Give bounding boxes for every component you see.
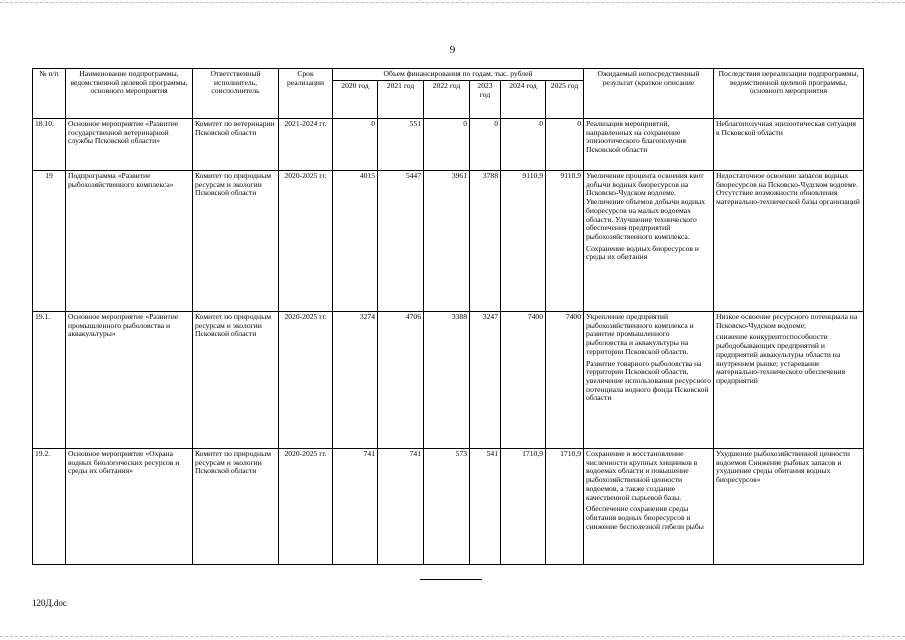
- consequences-paragraph: снижение конкурентоспособности рыбодобывающих предприятий и предприятий аквакультуры области на внутреннем рынке; устаревание материально-технического обеспечения предприятий: [716, 332, 846, 386]
- result-paragraph: Укрепление предприятий рыбохозяйственного комплекса и развитие промышленного рыболовства и аквакультуры на территории Псковской области.: [586, 312, 694, 356]
- row-result: [584, 171, 714, 312]
- header-name: Наименование подпрограммы, ведомственной целевой программы, основного мероприятия: [66, 69, 193, 119]
- row-value: 551: [378, 119, 424, 171]
- row-value: 3961: [424, 171, 470, 312]
- table-row: [33, 171, 864, 312]
- result-paragraph: Реализация мероприятий, направленных на сохранение эпизоотического благополучия Псковской области: [586, 119, 686, 155]
- row-value: 5447: [378, 171, 424, 312]
- row-value: 3788: [470, 171, 501, 312]
- row-result: [584, 449, 714, 565]
- row-num: 18.10.: [33, 119, 66, 171]
- header-term: Срок реализации: [279, 69, 333, 119]
- row-executor: Комитет по природным ресурсам и экологии Псковской области: [193, 312, 279, 449]
- row-term: 2020-2025 гг.: [279, 312, 333, 449]
- scan-top-edge: [0, 2, 905, 3]
- row-name: Основное мероприятие «Развитие промышленного рыболовства и аквакультуры»: [66, 312, 193, 449]
- header-num: № п/п: [33, 69, 66, 119]
- header-year: 2023 год: [470, 81, 501, 119]
- row-executor: Комитет по ветеринарии Псковской области: [193, 119, 279, 171]
- row-value: 3274: [333, 312, 378, 449]
- row-value: 0: [501, 119, 546, 171]
- row-name: Основное мероприятие «Охрана водных биологических ресурсов и среды их обитания»: [66, 449, 193, 565]
- row-consequences: [714, 171, 864, 312]
- header-executor: Ответственный исполнитель, соисполнитель: [193, 69, 279, 119]
- result-paragraph: Обеспечение сохранения среды обитания водных биоресурсов и снижение бесполезной гибели рыбы: [586, 504, 704, 531]
- result-paragraph: Развитие товарного рыболовства на территории Псковской области, увеличение использования ресурсного потенциала водного фонда Псковской области: [586, 358, 711, 403]
- table-row: [33, 119, 864, 171]
- consequences-paragraph: Ухудшение рыбохозяйственной ценности водоемов Снижение рыбных запасов и ухудшение среды обитания водных биоресурсов»: [716, 449, 850, 485]
- header-year: 2022 год: [424, 81, 470, 119]
- row-num: 19: [33, 171, 66, 312]
- table-row: [33, 449, 864, 565]
- header-consequences: Последствия нереализации подпрограммы, ведомственной целевой программы, основного мероприятия: [714, 69, 864, 119]
- scan-bottom-edge: [0, 636, 905, 637]
- row-result: [584, 312, 714, 449]
- row-value: 9110,9: [501, 171, 546, 312]
- row-value: 0: [546, 119, 584, 171]
- row-value: 9110,9: [546, 171, 584, 312]
- row-name: Основное мероприятие «Развитие государственной ветеринарной службы Псковской области»: [66, 119, 193, 171]
- table-row: [33, 312, 864, 449]
- result-paragraph: Сохранение водных биоресурсов и среды их обитания: [586, 243, 699, 262]
- row-name: Подпрограмма «Развитие рыбохозяйственного комплекса»: [66, 171, 193, 312]
- header-year: 2025 год: [546, 81, 584, 119]
- header-year: 2020 год: [333, 81, 378, 119]
- result-paragraph: Сохранение и восстановление численности крупных хищников в водоемах области и повышение рыбохозяйственной ценности водоемов, а также создание качественной сырьевой базы.: [586, 449, 698, 502]
- row-term: 2021-2024 гг.: [279, 119, 333, 171]
- consequences-paragraph: Неблагополучная эпизоотическая ситуация в Псковской области: [716, 119, 857, 137]
- header-year: 2024 год: [501, 81, 546, 119]
- row-value: 1710,9: [501, 449, 546, 565]
- footer-separator: [420, 579, 482, 580]
- row-value: 4015: [333, 171, 378, 312]
- row-value: 3388: [424, 312, 470, 449]
- row-num: 19.2.: [33, 449, 66, 565]
- row-value: 0: [424, 119, 470, 171]
- consequences-paragraph: Низкое освоение ресурсного потенциала на Псковско-Чудском водоеме;: [716, 312, 858, 330]
- row-value: 7400: [501, 312, 546, 449]
- row-value: 573: [424, 449, 470, 565]
- row-value: 541: [470, 449, 501, 565]
- header-result: Ожидаемый непосредственный результат (краткое описание: [584, 69, 714, 119]
- row-executor: Комитет по природным ресурсам и экологии Псковской области: [193, 449, 279, 565]
- row-term: 2020-2025 гг.: [279, 171, 333, 312]
- row-consequences: [714, 312, 864, 449]
- row-value: 3247: [470, 312, 501, 449]
- row-value: 7400: [546, 312, 584, 449]
- row-value: 4706: [378, 312, 424, 449]
- row-value: 0: [333, 119, 378, 171]
- header-financing: Объем финансирования по годам, тыс. рублей: [333, 69, 584, 81]
- row-result: [584, 119, 714, 171]
- row-value: 1710,9: [546, 449, 584, 565]
- document-filename: 120Д.doc: [32, 598, 67, 608]
- program-table: [32, 68, 864, 565]
- page-number: 9: [449, 44, 456, 56]
- row-value: 741: [378, 449, 424, 565]
- row-value: 0: [470, 119, 501, 171]
- row-executor: Комитет по природным ресурсам и экологии Псковской области: [193, 171, 279, 312]
- header-year: 2021 год: [378, 81, 424, 119]
- row-value: 741: [333, 449, 378, 565]
- row-consequences: [714, 449, 864, 565]
- row-consequences: [714, 119, 864, 171]
- row-num: 19.1.: [33, 312, 66, 449]
- consequences-paragraph: Недостаточное освоение запасов водных биоресурсов на Псковско-Чудском водоеме. Отсутствие возможности обновления материально-технической базы организаций: [716, 171, 860, 207]
- row-term: 2020-2025 гг.: [279, 449, 333, 565]
- result-paragraph: Увеличение процента освоения квот добычи водных биоресурсов на Псковско-Чудском водоеме. Увеличение объемов добычи водных биоресурсов на малых водоемах области. Улучшение технического обеспечения предприятий рыбохозяйственного комплекса.: [586, 171, 706, 242]
